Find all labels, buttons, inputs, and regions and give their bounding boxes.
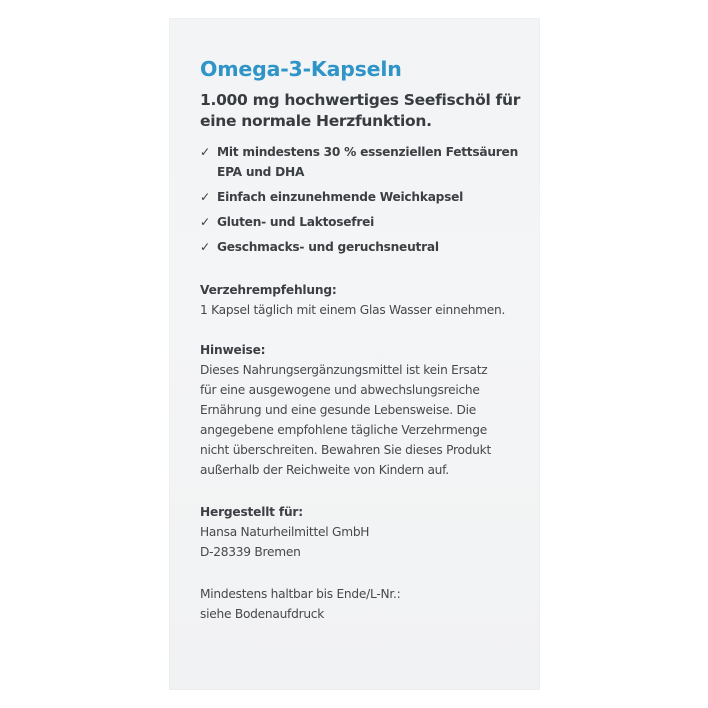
check-icon: ✓ xyxy=(200,145,210,159)
dosage-text: 1 Kapsel täglich mit einem Glas Wasser einnehmen. xyxy=(200,303,506,317)
best-before-section xyxy=(200,584,530,624)
feature-text: Einfach einzunehmende Weichkapsel xyxy=(217,190,464,204)
product-subtitle xyxy=(200,90,530,132)
subtitle-line: eine normale Herzfunktion. xyxy=(200,112,432,130)
notes-line: für eine ausgewogene und abwechslungsreiche xyxy=(200,383,480,397)
feature-item xyxy=(200,142,530,182)
feature-text: Gluten- und Laktosefrei xyxy=(217,215,375,229)
feature-list xyxy=(200,142,530,257)
feature-text: EPA und DHA xyxy=(217,165,305,179)
feature-item xyxy=(200,187,530,207)
subtitle-line: 1.000 mg hochwertiges Seefischöl für xyxy=(200,91,521,109)
manufacturer-address: D-28339 Bremen xyxy=(200,545,301,559)
notes-line: angegebene empfohlene tägliche Verzehrmenge xyxy=(200,423,487,437)
product-title: Omega-3-Kapseln xyxy=(200,57,402,81)
feature-text: Mit mindestens 30 % essenziellen Fettsäuren xyxy=(217,145,518,159)
feature-item xyxy=(200,237,530,257)
manufacturer-heading: Hergestellt für: xyxy=(200,505,303,519)
panel-content xyxy=(200,54,530,624)
notes-line: Ernährung und eine gesunde Lebensweise. Die xyxy=(200,403,477,417)
notes-line: nicht überschreiten. Bewahren Sie dieses Produkt xyxy=(200,443,491,457)
check-icon: ✓ xyxy=(200,240,210,254)
dosage-section xyxy=(200,280,530,320)
dosage-heading: Verzehrempfehlung: xyxy=(200,283,337,297)
notes-heading: Hinweise: xyxy=(200,343,266,357)
notes-line: außerhalb der Reichweite von Kindern auf. xyxy=(200,463,449,477)
feature-text: Geschmacks- und geruchsneutral xyxy=(217,240,439,254)
best-before-line: Mindestens haltbar bis Ende/L-Nr.: xyxy=(200,587,401,601)
manufacturer-section xyxy=(200,502,530,562)
best-before-line: siehe Bodenaufdruck xyxy=(200,607,325,621)
check-icon: ✓ xyxy=(200,215,210,229)
feature-item xyxy=(200,212,530,232)
check-icon: ✓ xyxy=(200,190,210,204)
manufacturer-name: Hansa Naturheilmittel GmbH xyxy=(200,525,370,539)
notes-section xyxy=(200,340,530,480)
notes-line: Dieses Nahrungsergänzungsmittel ist kein Ersatz xyxy=(200,363,488,377)
